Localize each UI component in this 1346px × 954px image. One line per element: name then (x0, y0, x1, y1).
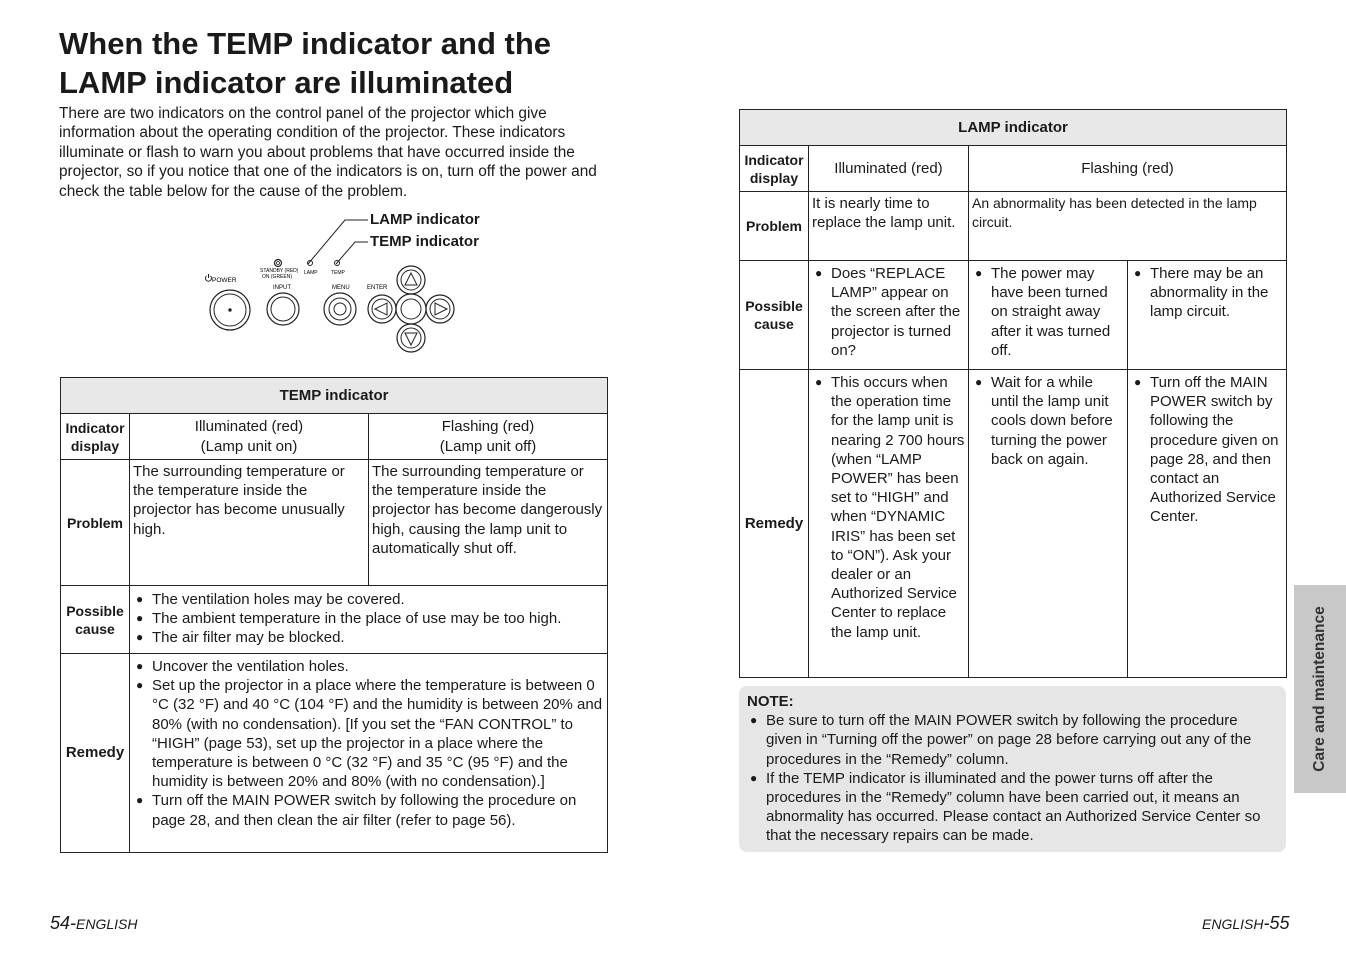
lamp-table-header: LAMP indicator (740, 110, 1287, 146)
lamp-problem-flashing: An abnormality has been detected in the lamp circuit. (969, 192, 1287, 261)
row-label-indicator: Indicator display (61, 414, 130, 460)
menu-label: MENU (332, 285, 350, 291)
power-button-icon (210, 290, 250, 330)
section-side-tab (1294, 585, 1346, 793)
temp-problem-illuminated: The surrounding temperature or the temperature inside the projector has become unusually high. (130, 460, 369, 586)
row-label-remedy: Remedy (740, 370, 809, 678)
temp-col2-line2: (Lamp unit off) (439, 437, 537, 455)
control-panel-diagram (200, 210, 470, 360)
temp-leader-line (336, 242, 368, 264)
lamp-remedy-1 (809, 370, 969, 678)
input-label: INPUT (273, 285, 291, 291)
list-item: ● Set up the projector in a place where the temperature is between 0 °C (32 °F) and 40 °C (104 °F) and the humidity is between 20% and 80% (with no condensation). [If you set the “FAN CONTROL” to “HIGH” (page 53), set up the projector in a place where the temperature is between 0 °C (32 °F) and 35 °C (95 °F) and the humidity is between 20% and 80% (with no condensation).] (133, 676, 604, 791)
list-item: ● Turn off the MAIN POWER switch by following the procedure on page 28, and then clean the air filter (refer to page 56). (133, 791, 604, 829)
lamp-cause-1 (809, 261, 969, 370)
lamp-problem-illuminated: It is nearly time to replace the lamp unit. (809, 192, 969, 261)
temp-small-label: TEMP (331, 270, 345, 276)
list-item: ● Does “REPLACE LAMP” appear on the screen after the projector is turned on? (812, 264, 965, 360)
temp-indicator-label: TEMP indicator (370, 233, 479, 250)
lamp-remedy-2 (969, 370, 1128, 678)
lamp-small-label: LAMP (304, 270, 318, 276)
standby-label: STANDBY (RED) (260, 268, 299, 274)
list-item: ● If the TEMP indicator is illuminated and the power turns off after the procedures in the “Remedy” column have been carried out, it means an abnormality has occurred. Please contact an Authorized Service Center so that the necessary repairs can be made. (747, 769, 1276, 846)
lamp-indicator-label: LAMP indicator (370, 211, 480, 228)
page-right-num: -55 (1263, 913, 1290, 933)
temp-problem-flashing: The surrounding temperature or the temperature inside the projector has become dangerously high, causing the lamp unit to automatically shut off. (369, 460, 608, 586)
enter-button-icon (396, 294, 426, 324)
list-item: ● This occurs when the operation time for the lamp unit is nearing 2 700 hours (when “LAMP POWER” has been set to “HIGH” and when “DYNAMIC IRIS” has been set to “ON”). Ask your dealer or an Authorized Service Center to replace the lamp unit. (812, 373, 965, 642)
list-item: ● The power may have been turned on straight away after it was turned off. (972, 264, 1124, 360)
temp-col1-line2: (Lamp unit on) (200, 437, 298, 455)
list-item: ● Be sure to turn off the MAIN POWER switch by following the procedure given in “Turning off the power” on page 28 before carrying out any of the procedures in the “Remedy” column. (747, 711, 1276, 769)
temp-col1-line1: Illuminated (red) (194, 418, 304, 436)
right-button-icon (426, 295, 454, 323)
lamp-indicator-table (739, 109, 1287, 678)
page-right-lang: ENGLISH (1202, 916, 1264, 932)
down-button-icon (397, 324, 425, 352)
row-label-cause: Possible cause (740, 261, 809, 370)
page-left-num: 54- (50, 913, 77, 933)
side-tab-label: Care and maintenance (1311, 606, 1328, 772)
power-label: POWER (212, 277, 237, 284)
temp-table-header: TEMP indicator (61, 378, 608, 414)
row-label-remedy: Remedy (61, 654, 130, 853)
left-button-icon (368, 295, 396, 323)
on-green-label: ON (GREEN) (262, 274, 292, 280)
lamp-col-flashing: Flashing (red) (969, 146, 1287, 192)
lamp-remedy-3 (1128, 370, 1287, 678)
input-button-icon (267, 293, 299, 325)
lamp-cause-3 (1128, 261, 1287, 370)
temp-causes (130, 586, 608, 654)
row-label-problem: Problem (740, 192, 809, 261)
page-title: When the TEMP indicator and the LAMP indicator are illuminated (59, 26, 552, 100)
note-title: NOTE: (747, 693, 794, 710)
lamp-cause-2 (969, 261, 1128, 370)
temp-indicator-table (60, 377, 608, 853)
row-label-problem: Problem (61, 460, 130, 586)
list-item: ● Uncover the ventilation holes. (133, 657, 604, 676)
list-item: ● Wait for a while until the lamp unit cools down before turning the power back on again. (972, 373, 1124, 469)
row-label-indicator: Indicator display (740, 146, 809, 192)
intro-paragraph: There are two indicators on the control panel of the projector which give information about the operating condition of the projector. These indicators illuminate or flash to warn you about problems that have occurred inside the projector, so if you notice that one of the indicators is on, turn off the power and check the table below for the cause of the problem. (59, 105, 597, 200)
temp-remedies (130, 654, 608, 853)
power-symbol-icon (206, 274, 212, 281)
standby-led-icon (275, 260, 282, 267)
menu-button-icon (324, 293, 356, 325)
page-number-right (1202, 913, 1289, 934)
temp-col-illuminated (130, 414, 369, 460)
temp-col2-line1: Flashing (red) (441, 418, 535, 436)
lamp-col-illuminated: Illuminated (red) (809, 146, 969, 192)
enter-label: ENTER (367, 285, 388, 291)
page-number-left (50, 913, 137, 934)
list-item: ● The ambient temperature in the place of use may be too high. (133, 609, 604, 628)
list-item: ● Turn off the MAIN POWER switch by following the procedure given on page 28, and then contact an Authorized Service Center. (1131, 373, 1283, 527)
row-label-cause: Possible cause (61, 586, 130, 654)
list-item: ● There may be an abnormality in the lamp circuit. (1131, 264, 1283, 322)
up-button-icon (397, 266, 425, 294)
temp-col-flashing (369, 414, 608, 460)
list-item: ● The ventilation holes may be covered. (133, 590, 604, 609)
list-item: ● The air filter may be blocked. (133, 628, 604, 647)
note-box (739, 686, 1286, 852)
page-left-lang: ENGLISH (76, 916, 138, 932)
